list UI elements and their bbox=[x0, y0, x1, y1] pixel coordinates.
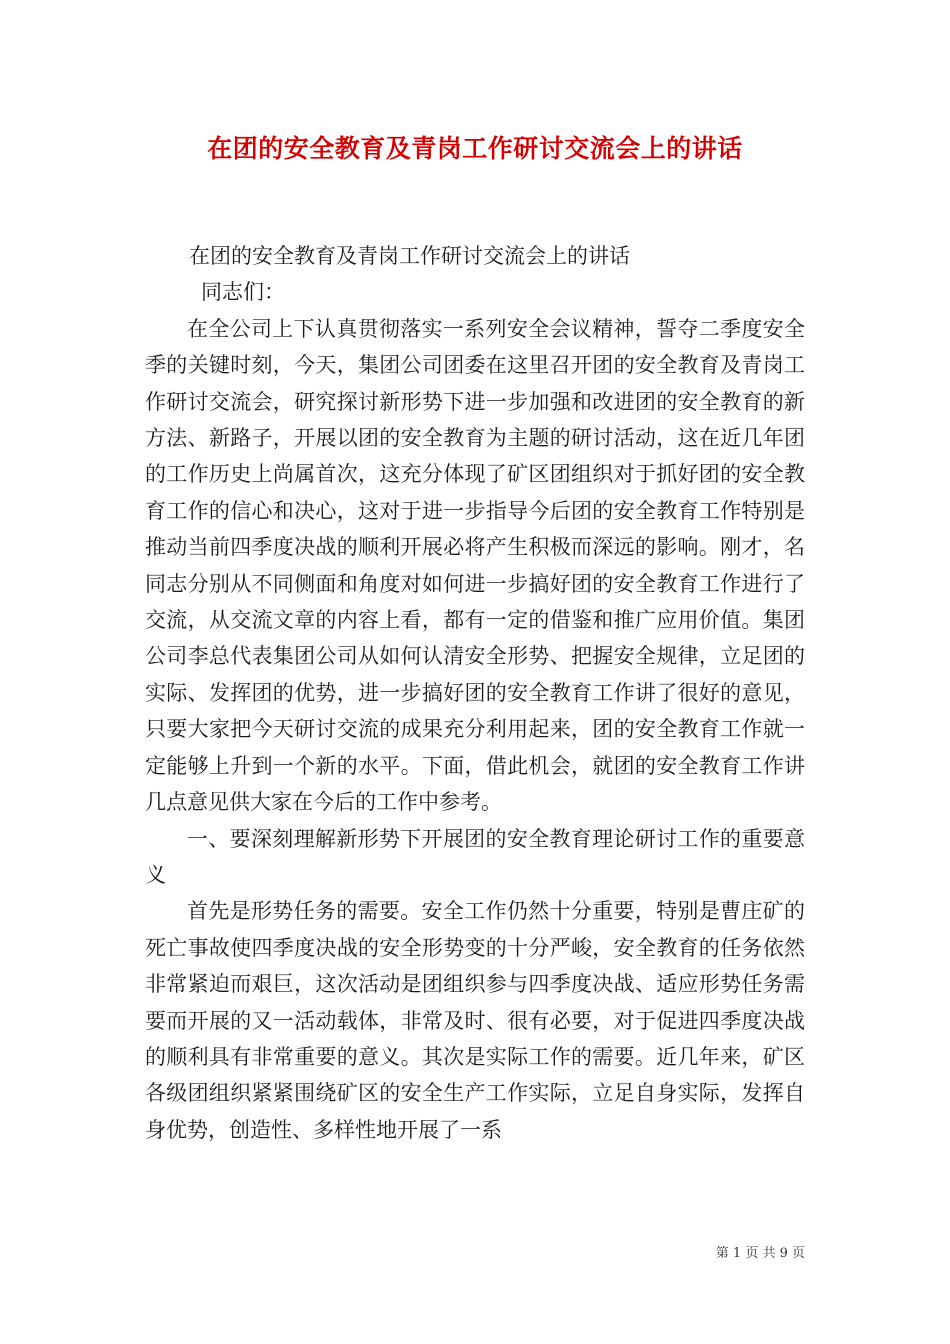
page-number-footer: 第 1 页 共 9 页 bbox=[715, 1246, 805, 1261]
section-heading-1: 一、要深刻理解新形势下开展团的安全教育理论研讨工作的重要意义 bbox=[145, 826, 805, 887]
document-subtitle: 在团的安全教育及青岗工作研讨交流会上的讲话 bbox=[189, 244, 630, 268]
paragraph-section-1: 首先是形势任务的需要。安全工作仍然十分重要，特别是曹庄矿的死亡事故使四季度决战的安全形势变的十分严峻，安全教育的任务依然非常紧迫而艰巨，这次活动是团组织参与四季度决战、适应形势任务需要而开展的又一活动载体，非常及时、很有必要，对于促进四季度决战的顺利具有非常重要的意义。其次是实际工作的需要。近几年来，矿区各级团组织紧紧围绕矿区的安全生产工作实际，立足自身实际，发挥自身优势，创造性、多样性地开展了一系 bbox=[145, 899, 805, 1142]
salutation: 同志们： bbox=[201, 280, 285, 305]
document-body bbox=[145, 238, 805, 1148]
document-title: 在团的安全教育及青岗工作研讨交流会上的讲话 bbox=[207, 134, 743, 163]
paragraph-intro: 在全公司上下认真贯彻落实一系列安全会议精神，誓夺二季度安全季的关键时刻，今天，集团公司团委在这里召开团的安全教育及青岗工作研讨交流会，研究探讨新形势下进一步加强和改进团的安全教育的新方法、新路子，开展以团的安全教育为主题的研讨活动，这在近几年团的工作历史上尚属首次，这充分体现了矿区团组织对于抓好团的安全教育工作的信心和决心，这对于进一步指导今后团的安全教育工作特别是推动当前四季度决战的顺利开展必将产生积极而深远的影响。刚才，名同志分别从不同侧面和角度对如何进一步搞好团的安全教育工作进行了交流，从交流文章的内容上看，都有一定的借鉴和推广应用价值。集团公司李总代表集团公司从如何认清安全形势、把握安全规律，立足团的实际、发挥团的优势，进一步搞好团的安全教育工作讲了很好的意见，只要大家把今天研讨交流的成果充分利用起来，团的安全教育工作就一定能够上升到一个新的水平。下面，借此机会，就团的安全教育工作讲几点意见供大家在今后的工作中参考。 bbox=[145, 316, 805, 815]
